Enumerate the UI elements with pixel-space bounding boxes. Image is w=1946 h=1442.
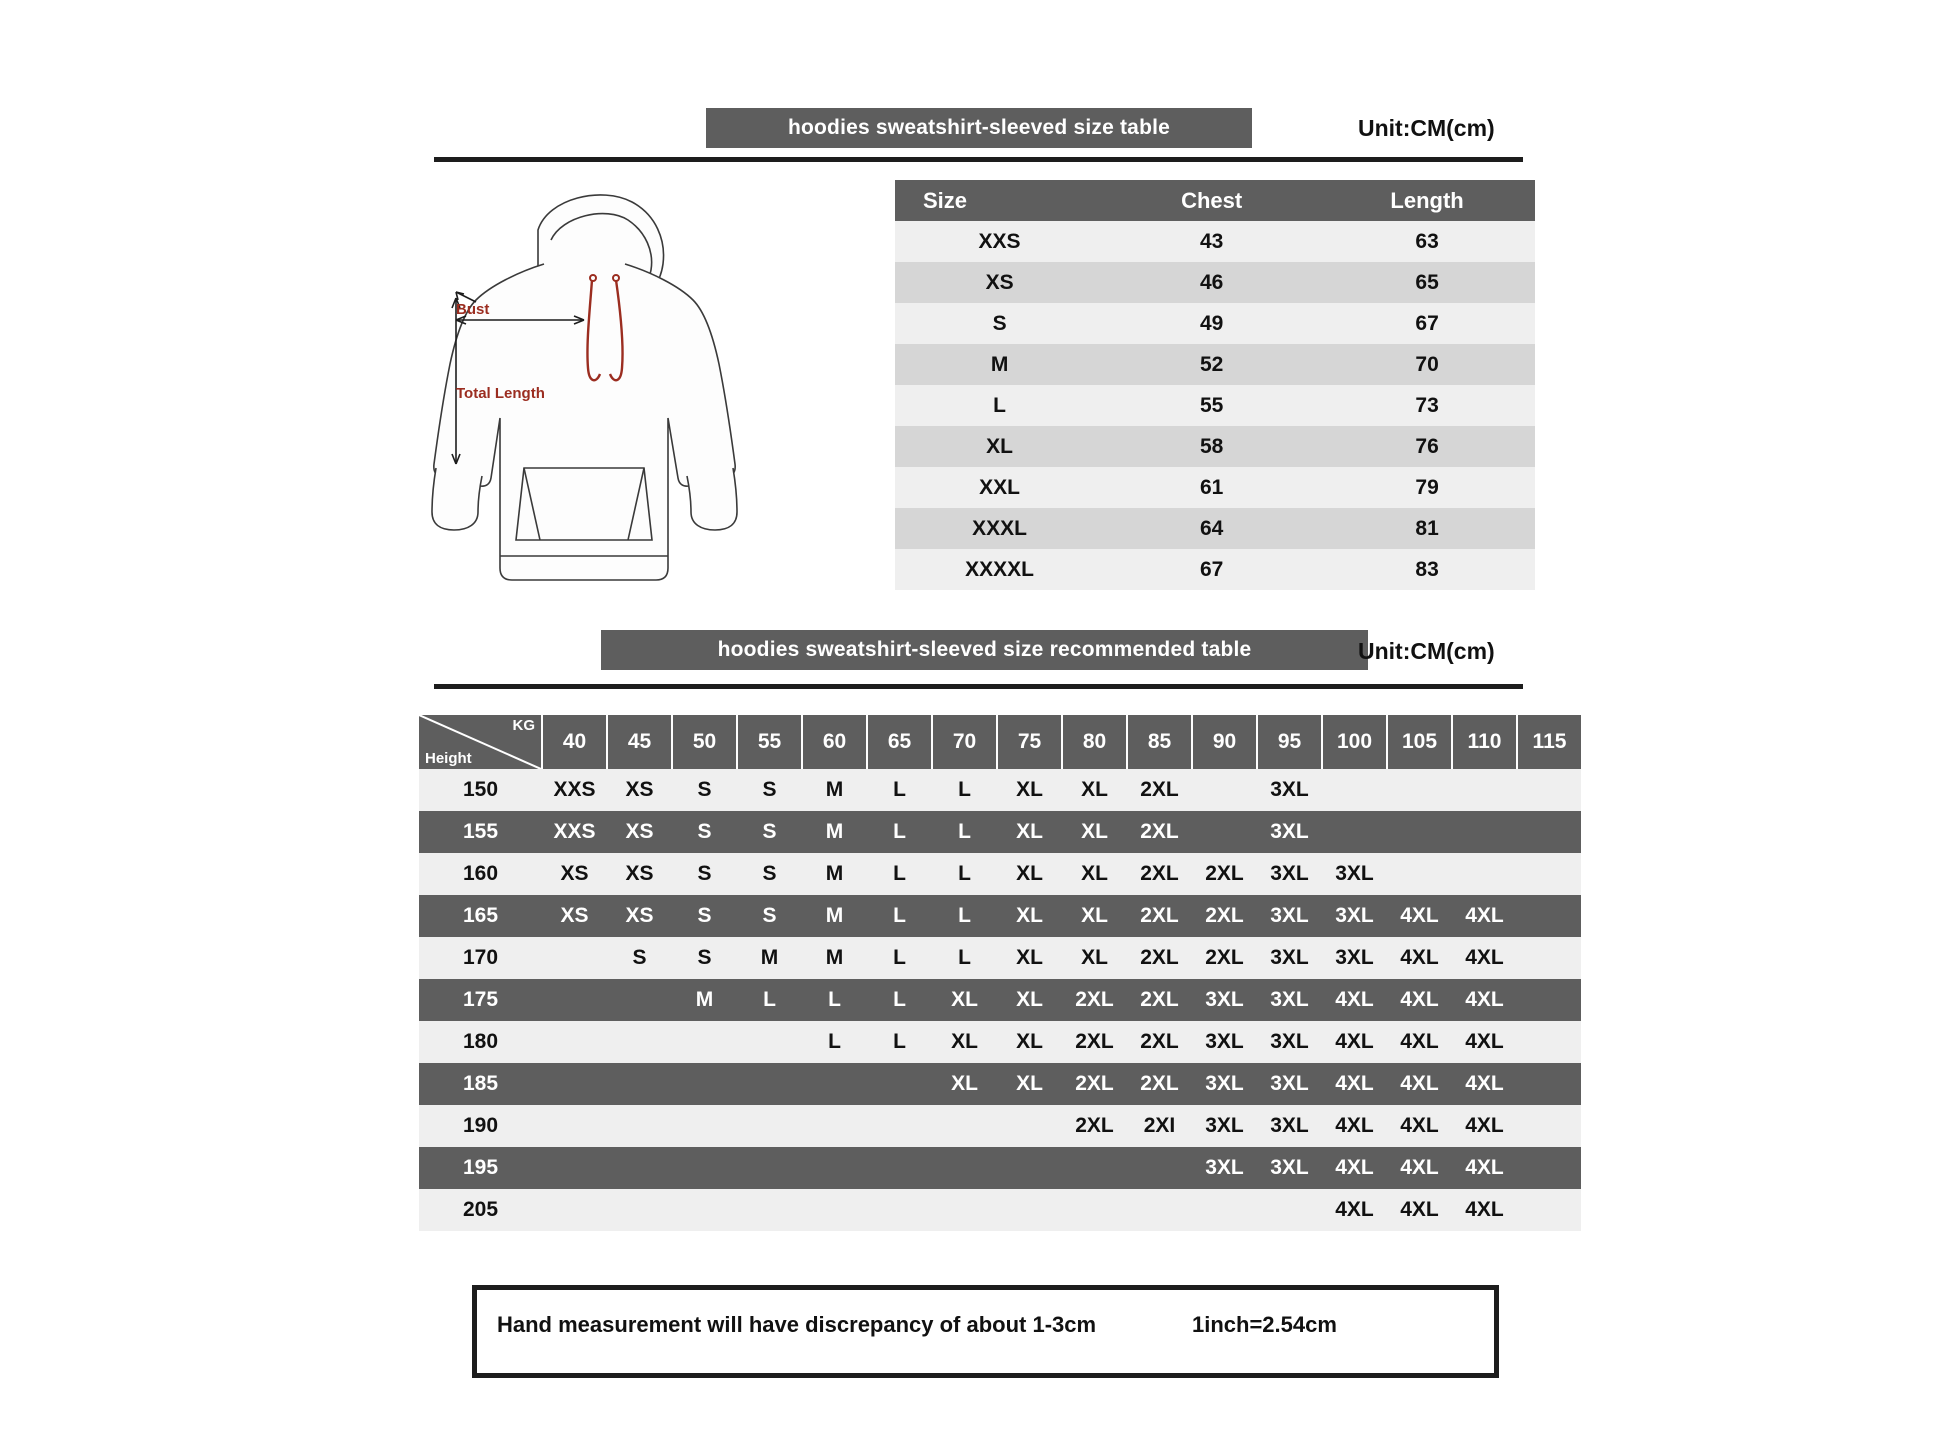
cell-length: 79 [1319,467,1535,508]
recommended-header-row [419,715,1581,769]
size-cell: XL [997,1063,1062,1105]
size-cell: 2XL [1127,1063,1192,1105]
size-cell [1517,895,1581,937]
size-cell: 3XL [1192,1021,1257,1063]
size-cell: M [802,895,867,937]
cell-size: XXXXL [895,549,1104,590]
height-label-cell: 190 [419,1105,542,1147]
size-cell: 3XL [1192,1063,1257,1105]
axis-label-height: Height [425,750,472,767]
table-row [419,811,1581,853]
size-cell: 3XL [1257,979,1322,1021]
size-cell: XL [997,811,1062,853]
size-cell [802,1147,867,1189]
size-cell [1517,979,1581,1021]
size-cell: 2XL [1127,811,1192,853]
cell-length: 70 [1319,344,1535,385]
size-cell: 3XL [1257,895,1322,937]
size-cell: XL [1062,895,1127,937]
size-cell: S [672,853,737,895]
table-row [419,769,1581,811]
size-cell: 3XL [1257,769,1322,811]
size-cell [802,1189,867,1231]
divider-middle [434,684,1523,689]
size-cell: L [932,937,997,979]
cell-chest: 55 [1104,385,1319,426]
size-cell: M [802,811,867,853]
height-label-cell: 170 [419,937,542,979]
size-cell [1517,1147,1581,1189]
size-cell [802,1105,867,1147]
cell-chest: 58 [1104,426,1319,467]
size-cell: 3XL [1192,979,1257,1021]
size-cell: L [932,853,997,895]
size-table-header-chest: Chest [1104,180,1319,221]
size-cell: XL [932,1021,997,1063]
weight-header-cell: 110 [1452,715,1517,769]
size-cell: S [737,895,802,937]
size-cell [802,1063,867,1105]
section1-unit: Unit:CM(cm) [1358,115,1495,141]
height-label-cell: 150 [419,769,542,811]
weight-header-cell: 75 [997,715,1062,769]
size-cell [1517,1105,1581,1147]
size-cell: 2XL [1192,937,1257,979]
size-cell: XL [997,895,1062,937]
cell-size: XXS [895,221,1104,262]
size-cell: S [737,769,802,811]
size-cell [1387,769,1452,811]
table-row [895,385,1535,426]
size-cell: 3XL [1257,937,1322,979]
size-cell: 4XL [1387,1021,1452,1063]
size-cell [1192,769,1257,811]
size-cell [867,1105,932,1147]
size-cell: 2XL [1062,1063,1127,1105]
size-cell [1062,1189,1127,1231]
size-cell [1127,1147,1192,1189]
cell-length: 65 [1319,262,1535,303]
cell-size: L [895,385,1104,426]
axis-corner-cell [419,715,542,769]
table-row [895,262,1535,303]
size-cell: XL [1062,853,1127,895]
size-cell: XL [1062,937,1127,979]
size-cell: L [802,1021,867,1063]
size-cell: S [672,937,737,979]
table-row [895,467,1535,508]
size-cell [1062,1147,1127,1189]
size-cell [542,1063,607,1105]
cell-size: XXL [895,467,1104,508]
size-cell: L [932,895,997,937]
cell-length: 67 [1319,303,1535,344]
axis-label-kg: KG [512,717,535,734]
size-cell [1517,1063,1581,1105]
size-cell: 4XL [1452,1021,1517,1063]
size-cell [932,1189,997,1231]
weight-header-cell: 60 [802,715,867,769]
size-cell: 4XL [1387,1189,1452,1231]
size-cell: XL [997,979,1062,1021]
recommended-size-table [419,715,1581,1231]
cell-size: XXXL [895,508,1104,549]
footer-border-right [1494,1285,1499,1378]
weight-header-cell: 40 [542,715,607,769]
size-cell: L [867,853,932,895]
size-cell [997,1189,1062,1231]
height-label-cell: 155 [419,811,542,853]
weight-header-cell: 100 [1322,715,1387,769]
size-cell: 4XL [1387,895,1452,937]
size-cell: 2XI [1127,1105,1192,1147]
size-cell [607,1189,672,1231]
size-cell: 4XL [1387,1105,1452,1147]
size-cell [607,979,672,1021]
size-cell [1127,1189,1192,1231]
size-table [895,180,1535,590]
size-cell: XXS [542,769,607,811]
table-row [895,344,1535,385]
size-cell: L [867,895,932,937]
size-cell: 2XL [1192,853,1257,895]
size-cell: 3XL [1322,853,1387,895]
table-row [419,895,1581,937]
size-cell [542,979,607,1021]
size-cell [672,1063,737,1105]
size-cell: 4XL [1387,1063,1452,1105]
size-cell [607,1021,672,1063]
size-cell [1517,937,1581,979]
cell-chest: 64 [1104,508,1319,549]
cell-chest: 43 [1104,221,1319,262]
weight-header-cell: 105 [1387,715,1452,769]
size-cell: 2XL [1192,895,1257,937]
size-cell: S [737,853,802,895]
size-cell: 4XL [1452,979,1517,1021]
size-cell [607,1147,672,1189]
size-cell: 4XL [1322,1105,1387,1147]
size-cell: XL [997,853,1062,895]
size-cell [672,1147,737,1189]
weight-header-cell: 70 [932,715,997,769]
size-cell [542,1105,607,1147]
size-cell: XL [997,1021,1062,1063]
size-cell: XL [997,937,1062,979]
size-cell: 3XL [1257,1021,1322,1063]
size-cell: L [867,811,932,853]
size-cell [1452,769,1517,811]
cell-length: 63 [1319,221,1535,262]
size-cell: 3XL [1322,937,1387,979]
weight-header-cell: 50 [672,715,737,769]
size-cell: L [932,811,997,853]
height-label-cell: 175 [419,979,542,1021]
weight-header-cell: 85 [1127,715,1192,769]
size-cell [867,1189,932,1231]
footer-divider-top [472,1285,1499,1290]
height-label-cell: 205 [419,1189,542,1231]
size-cell [607,1063,672,1105]
cell-chest: 49 [1104,303,1319,344]
cell-size: XS [895,262,1104,303]
weight-header-cell: 90 [1192,715,1257,769]
size-cell: M [802,853,867,895]
size-cell [1387,853,1452,895]
size-cell [607,1105,672,1147]
size-cell [1192,1189,1257,1231]
size-cell: XS [607,769,672,811]
size-cell: 4XL [1322,1063,1387,1105]
footer-divider-bottom [472,1373,1499,1378]
size-cell [542,937,607,979]
size-cell: L [737,979,802,1021]
size-cell: M [802,769,867,811]
table-row [895,549,1535,590]
size-cell [1517,769,1581,811]
size-cell: L [867,937,932,979]
height-label-cell: 165 [419,895,542,937]
size-cell [542,1021,607,1063]
size-cell: S [607,937,672,979]
size-cell [672,1105,737,1147]
section2-title: hoodies sweatshirt-sleeved size recommended table [601,630,1368,670]
size-cell [542,1189,607,1231]
cell-chest: 67 [1104,549,1319,590]
cell-size: M [895,344,1104,385]
size-cell: 2XL [1127,769,1192,811]
size-cell: 4XL [1452,895,1517,937]
size-cell [1322,811,1387,853]
size-cell: XL [997,769,1062,811]
height-label-cell: 180 [419,1021,542,1063]
size-cell: M [802,937,867,979]
size-cell: 2XL [1127,895,1192,937]
weight-header-cell: 45 [607,715,672,769]
cell-chest: 61 [1104,467,1319,508]
size-cell: L [867,1021,932,1063]
weight-header-cell: 80 [1062,715,1127,769]
cell-size: S [895,303,1104,344]
size-cell [672,1189,737,1231]
size-table-header-length: Length [1319,180,1535,221]
size-cell: M [672,979,737,1021]
size-cell: M [737,937,802,979]
size-cell [1517,1189,1581,1231]
size-cell: S [672,895,737,937]
size-cell: 2XL [1127,937,1192,979]
size-cell: 3XL [1257,1063,1322,1105]
cell-length: 83 [1319,549,1535,590]
size-cell [997,1105,1062,1147]
size-cell [997,1147,1062,1189]
size-cell [1517,1021,1581,1063]
size-cell: 4XL [1322,1147,1387,1189]
size-cell: 4XL [1322,1189,1387,1231]
size-cell: 3XL [1257,1105,1322,1147]
size-cell [737,1021,802,1063]
size-cell [1322,769,1387,811]
size-cell: 2XL [1127,853,1192,895]
size-table-header-size: Size [895,180,1104,221]
table-row [895,508,1535,549]
size-cell: XL [932,1063,997,1105]
cell-length: 81 [1319,508,1535,549]
size-cell: 4XL [1452,937,1517,979]
size-cell [737,1105,802,1147]
table-row [419,1147,1581,1189]
size-cell [932,1147,997,1189]
footer-note: Hand measurement will have discrepancy of about 1-3cm [497,1312,1097,1337]
size-cell [867,1147,932,1189]
cell-chest: 46 [1104,262,1319,303]
size-cell: L [867,769,932,811]
size-cell [737,1063,802,1105]
section1-title: hoodies sweatshirt-sleeved size table [706,108,1252,148]
size-cell: 3XL [1257,1147,1322,1189]
size-cell: 3XL [1192,1147,1257,1189]
size-cell: 3XL [1322,895,1387,937]
size-cell [932,1105,997,1147]
size-cell: S [672,811,737,853]
size-cell: XS [607,853,672,895]
size-cell: XL [1062,769,1127,811]
size-cell: L [802,979,867,1021]
cell-length: 73 [1319,385,1535,426]
total-length-label: Total Length [456,385,545,402]
size-cell: XS [607,811,672,853]
size-cell: 2XL [1127,1021,1192,1063]
size-cell [1257,1189,1322,1231]
height-label-cell: 185 [419,1063,542,1105]
size-cell [737,1147,802,1189]
size-cell: XS [542,895,607,937]
size-cell: 4XL [1452,1063,1517,1105]
size-cell: 4XL [1452,1147,1517,1189]
size-cell: 4XL [1452,1189,1517,1231]
size-cell [1452,811,1517,853]
size-cell: XL [1062,811,1127,853]
weight-header-cell: 55 [737,715,802,769]
cell-length: 76 [1319,426,1535,467]
section2-unit: Unit:CM(cm) [1358,638,1495,664]
size-cell [542,1147,607,1189]
weight-header-cell: 65 [867,715,932,769]
size-cell [672,1021,737,1063]
size-cell [1387,811,1452,853]
table-row [895,426,1535,467]
size-cell: S [737,811,802,853]
cell-size: XL [895,426,1104,467]
table-row [419,853,1581,895]
size-cell [867,1063,932,1105]
table-row [419,937,1581,979]
table-row [419,1021,1581,1063]
table-row [419,1063,1581,1105]
size-cell [1517,811,1581,853]
table-row [895,221,1535,262]
size-cell: 2XL [1062,1105,1127,1147]
size-cell: XS [607,895,672,937]
weight-header-cell: 115 [1517,715,1581,769]
size-cell [737,1189,802,1231]
size-cell: 2XL [1062,1021,1127,1063]
size-cell: 4XL [1322,1021,1387,1063]
table-row [419,1189,1581,1231]
size-cell [1452,853,1517,895]
size-cell: 4XL [1452,1105,1517,1147]
weight-header-cell: 95 [1257,715,1322,769]
size-cell: XS [542,853,607,895]
size-cell: XL [932,979,997,1021]
size-cell: 4XL [1322,979,1387,1021]
size-cell: L [932,769,997,811]
size-cell: 3XL [1192,1105,1257,1147]
size-cell: S [672,769,737,811]
size-cell: L [867,979,932,1021]
cell-chest: 52 [1104,344,1319,385]
size-cell [1192,811,1257,853]
table-row [419,979,1581,1021]
size-cell: 3XL [1257,811,1322,853]
size-table-header-row [895,180,1535,221]
size-cell: 2XL [1127,979,1192,1021]
footer-border-left [472,1285,477,1378]
height-label-cell: 160 [419,853,542,895]
size-cell: XXS [542,811,607,853]
size-cell: 4XL [1387,1147,1452,1189]
size-cell: 2XL [1062,979,1127,1021]
table-row [895,303,1535,344]
size-cell: 3XL [1257,853,1322,895]
divider-top [434,157,1523,162]
bust-label: Bust [456,301,490,318]
table-row [419,1105,1581,1147]
size-cell: 4XL [1387,937,1452,979]
footer-conversion: 1inch=2.54cm [1192,1312,1337,1337]
size-cell [1517,853,1581,895]
hoodie-illustration [420,168,780,608]
size-cell: 4XL [1387,979,1452,1021]
height-label-cell: 195 [419,1147,542,1189]
